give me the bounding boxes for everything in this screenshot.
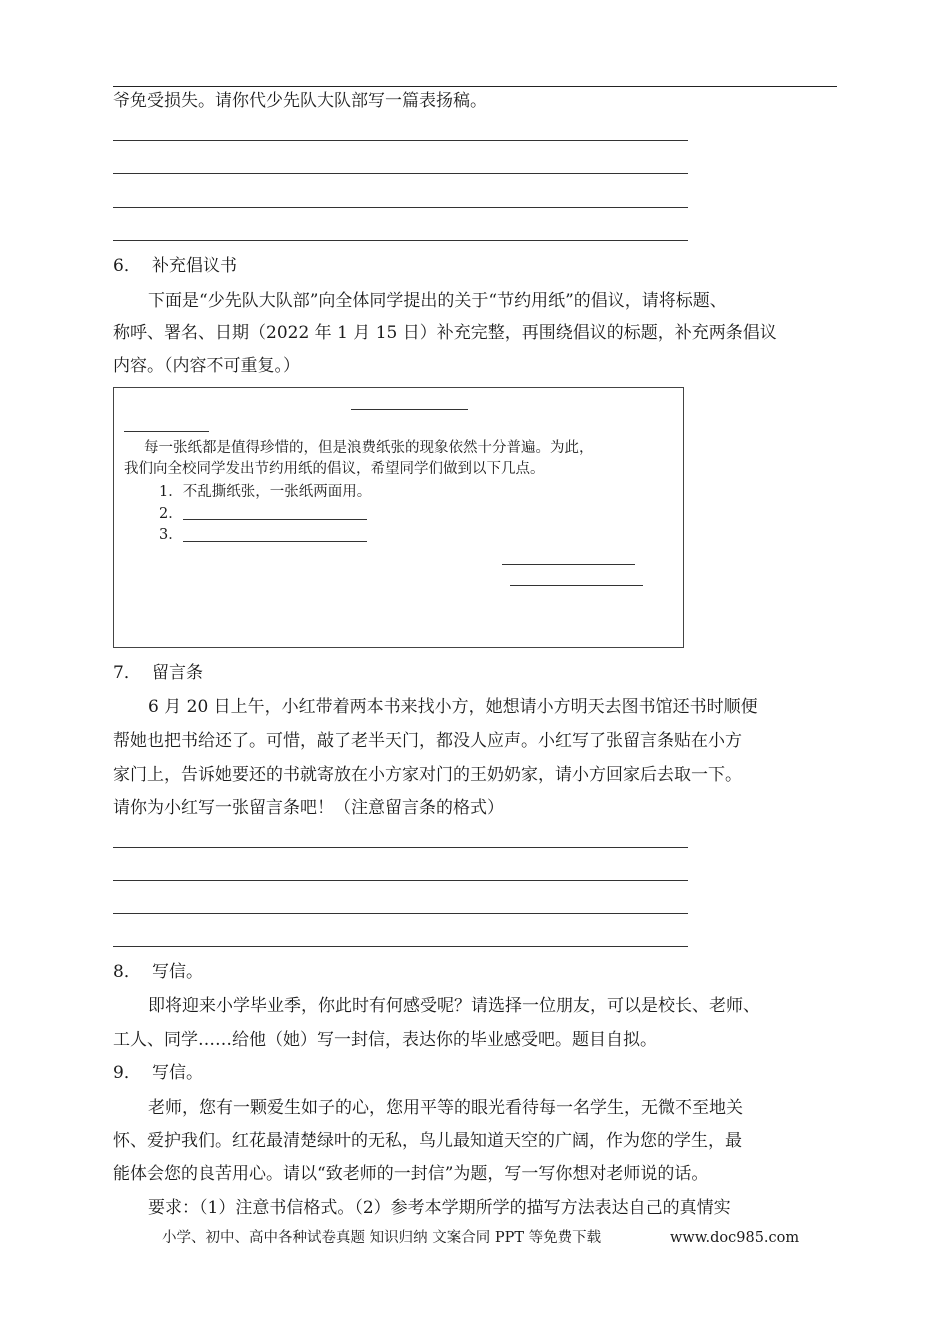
- question-9-para: 怀、爱护我们。红花最清楚绿叶的无私，鸟儿最知道天空的广阔，作为您的学生，最: [113, 1131, 742, 1151]
- proposal-item-3-label: 3．: [159, 527, 183, 543]
- proposal-date-blank[interactable]: [510, 585, 643, 586]
- proposal-title-blank[interactable]: [351, 409, 468, 410]
- question-6-para: 内容。（内容不可重复。）: [113, 356, 300, 376]
- question-8-para: 即将迎来小学毕业季，你此时有何感受呢？请选择一位朋友，可以是校长、老师、: [148, 996, 760, 1016]
- header-rule: [113, 86, 837, 87]
- answer-line-3[interactable]: [113, 207, 688, 208]
- question-7-para: 帮她也把书给还了。可惜，敲了老半天门，都没人应声。小红写了张留言条贴在小方: [113, 731, 742, 751]
- question-9-title: 写信。: [152, 1063, 203, 1083]
- proposal-body: 我们向全校同学发出节约用纸的倡议，希望同学们做到以下几点。: [124, 461, 545, 477]
- question-6-number: 6．: [113, 256, 141, 276]
- answer-line-7[interactable]: [113, 913, 688, 914]
- answer-line-2[interactable]: [113, 173, 688, 174]
- proposal-item-2-blank[interactable]: [183, 519, 367, 520]
- answer-line-8[interactable]: [113, 946, 688, 947]
- proposal-item-3-blank[interactable]: [183, 541, 367, 542]
- question-7-para: 6 月 20 日上午，小红带着两本书来找小方，她想请小方明天去图书馆还书时顺便: [148, 697, 758, 717]
- question-7-number: 7．: [113, 663, 141, 683]
- proposal-body: 每一张纸都是值得珍惜的，但是浪费纸张的现象依然十分普遍。为此，: [144, 440, 594, 456]
- question-9-para: 老师，您有一颗爱生如子的心，您用平等的眼光看待每一名学生，无微不至地关: [148, 1098, 743, 1118]
- question-6-para: 下面是“少先队大队部”向全体同学提出的关于“节约用纸”的倡议，请将标题、: [148, 291, 727, 311]
- question-6-para: 称呼、署名、日期（2022 年 1 月 15 日）补充完整，再围绕倡议的标题，补充两条倡议: [113, 323, 777, 343]
- question-7-para: 请你为小红写一张留言条吧！（注意留言条的格式）: [113, 798, 504, 818]
- answer-line-1[interactable]: [113, 140, 688, 141]
- proposal-item-2-label: 2．: [159, 506, 183, 522]
- proposal-salutation-blank[interactable]: [124, 431, 209, 432]
- answer-line-4[interactable]: [113, 240, 688, 241]
- footer-url[interactable]: www.doc985.com: [670, 1230, 800, 1246]
- question-8-para: 工人、同学……给他（她）写一封信，表达你的毕业感受吧。题目自拟。: [113, 1030, 657, 1050]
- answer-line-5[interactable]: [113, 847, 688, 848]
- intro-line: 爷免受损失。请你代少先队大队部写一篇表扬稿。: [113, 91, 487, 111]
- proposal-box: [113, 387, 684, 648]
- question-8-title: 写信。: [152, 962, 203, 982]
- proposal-signature-blank[interactable]: [502, 564, 635, 565]
- proposal-item-1: 1．不乱撕纸张，一张纸两面用。: [159, 484, 372, 500]
- question-9-number: 9．: [113, 1063, 141, 1083]
- footer-text: 小学、初中、高中各种试卷真题 知识归纳 文案合同 PPT 等免费下载: [162, 1230, 602, 1246]
- question-9-requirements: 要求：（1）注意书信格式。（2）参考本学期所学的描写方法表达自己的真情实: [148, 1198, 731, 1218]
- question-7-para: 家门上，告诉她要还的书就寄放在小方家对门的王奶奶家，请小方回家后去取一下。: [113, 765, 742, 785]
- answer-line-6[interactable]: [113, 880, 688, 881]
- question-7-title: 留言条: [152, 663, 203, 683]
- question-9-para: 能体会您的良苦用心。请以“致老师的一封信”为题，写一写你想对老师说的话。: [113, 1164, 709, 1184]
- question-6-title: 补充倡议书: [152, 256, 237, 276]
- question-8-number: 8．: [113, 962, 141, 982]
